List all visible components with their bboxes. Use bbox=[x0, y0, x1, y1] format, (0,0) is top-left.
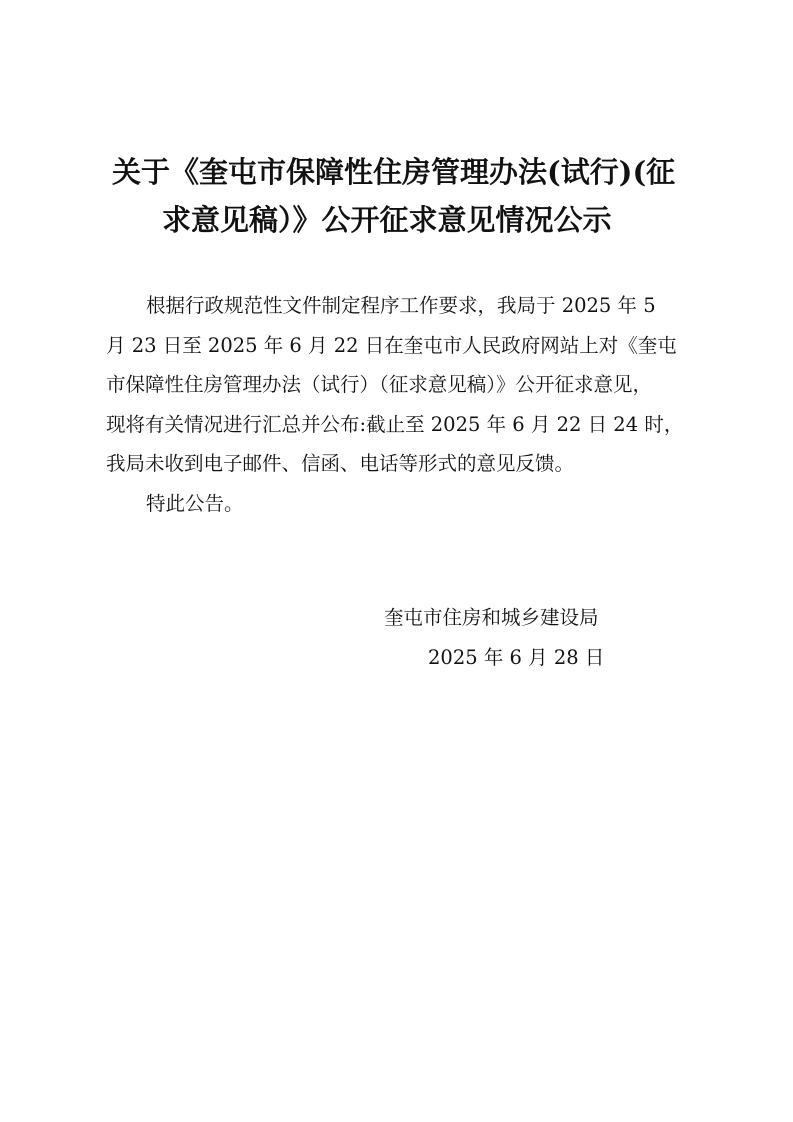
body-line-4: 现将有关情况进行汇总并公布:截止至 2025 年 6 月 22 日 24 时， bbox=[106, 412, 684, 436]
document-body bbox=[106, 286, 696, 523]
signature-date: 2025 年 6 月 28 日 bbox=[428, 646, 605, 669]
body-line-1: 根据行政规范性文件制定程序工作要求，我局于 2025 年 5 bbox=[146, 294, 656, 317]
closing-line: 特此公告。 bbox=[146, 491, 244, 515]
body-line-3: 市保障性住房管理办法（试行）（征求意见稿）》公开征求意见， bbox=[106, 373, 653, 396]
title-line-1: 关于《奎屯市保障性住房管理办法(试行)(征 bbox=[112, 155, 676, 189]
title-line-2: 求意见稿）》公开征求意见情况公示 bbox=[162, 203, 612, 237]
signature-organization: 奎屯市住房和城乡建设局 bbox=[384, 606, 599, 629]
signature-block bbox=[384, 598, 684, 678]
body-line-5: 我局未收到电子邮件、信函、电话等形式的意见反馈。 bbox=[106, 452, 575, 475]
body-line-2: 月 23 日至 2025 年 6 月 22 日在奎屯市人民政府网站上对《奎屯 bbox=[106, 333, 677, 357]
document-title bbox=[100, 148, 700, 244]
